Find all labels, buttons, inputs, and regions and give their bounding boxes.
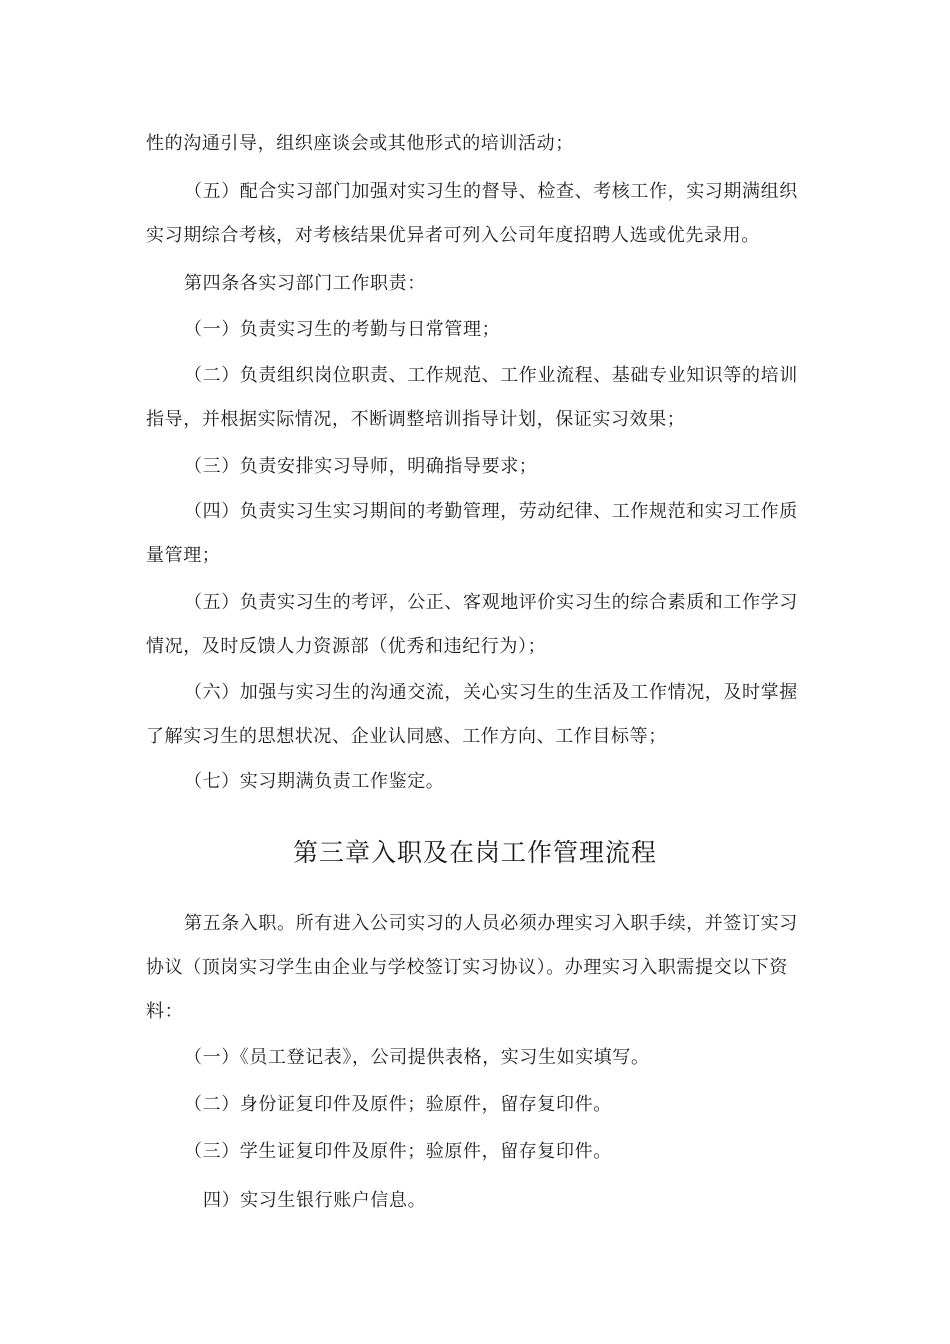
- paragraph-line: 情况，及时反馈人力资源部（优秀和违纪行为）；: [146, 636, 547, 657]
- list-item: （七）实习期满负责工作鉴定。: [184, 771, 445, 792]
- list-item: （二）负责组织岗位职责、工作规范、工作业流程、基础专业知识等的培训: [184, 365, 798, 386]
- list-item: （四）负责实习生实习期间的考勤管理，劳动纪律、工作规范和实习工作质: [184, 501, 798, 522]
- list-item: （二）身份证复印件及原件；验原件，留存复印件。: [184, 1094, 612, 1115]
- list-item: （三）学生证复印件及原件；验原件，留存复印件。: [184, 1141, 612, 1162]
- list-item: （三）负责安排实习导师，明确指导要求；: [184, 456, 538, 477]
- list-item: （一）负责实习生的考勤与日常管理；: [184, 319, 501, 340]
- list-item: 四）实习生银行账户信息。: [203, 1190, 427, 1211]
- paragraph-line: 量管理；: [146, 545, 221, 566]
- article-heading: 第四条各实习部门工作职责：: [184, 273, 426, 294]
- paragraph-line: 了解实习生的思想状况、企业认同感、工作方向、工作目标等；: [146, 726, 667, 747]
- list-item: （五）负责实习生的考评，公正、客观地评价实习生的综合素质和工作学习: [184, 592, 798, 613]
- list-item: （一）《员工登记表》，公司提供表格，实习生如实填写。: [184, 1047, 650, 1068]
- paragraph-line: （五）配合实习部门加强对实习生的督导、检查、考核工作，实习期满组织: [184, 181, 798, 202]
- list-item: （六）加强与实习生的沟通交流，关心实习生的生活及工作情况，及时掌握: [184, 682, 798, 703]
- paragraph-line: 协议（顶岗实习学生由企业与学校签订实习协议）。办理实习入职需提交以下资: [146, 957, 788, 978]
- paragraph-line: 实习期综合考核，对考核结果优异者可列入公司年度招聘人选或优先录用。: [146, 225, 760, 246]
- chapter-heading: 第三章入职及在岗工作管理流程: [292, 838, 657, 867]
- paragraph-line: 料：: [146, 1001, 184, 1022]
- paragraph-line: 指导，并根据实际情况，不断调整培训指导计划，保证实习效果；: [146, 409, 686, 430]
- article-heading: 第五条入职。所有进入公司实习的人员必须办理实习入职手续，并签订实习: [184, 913, 798, 934]
- paragraph-line: 性的沟通引导，组织座谈会或其他形式的培训活动；: [146, 133, 574, 154]
